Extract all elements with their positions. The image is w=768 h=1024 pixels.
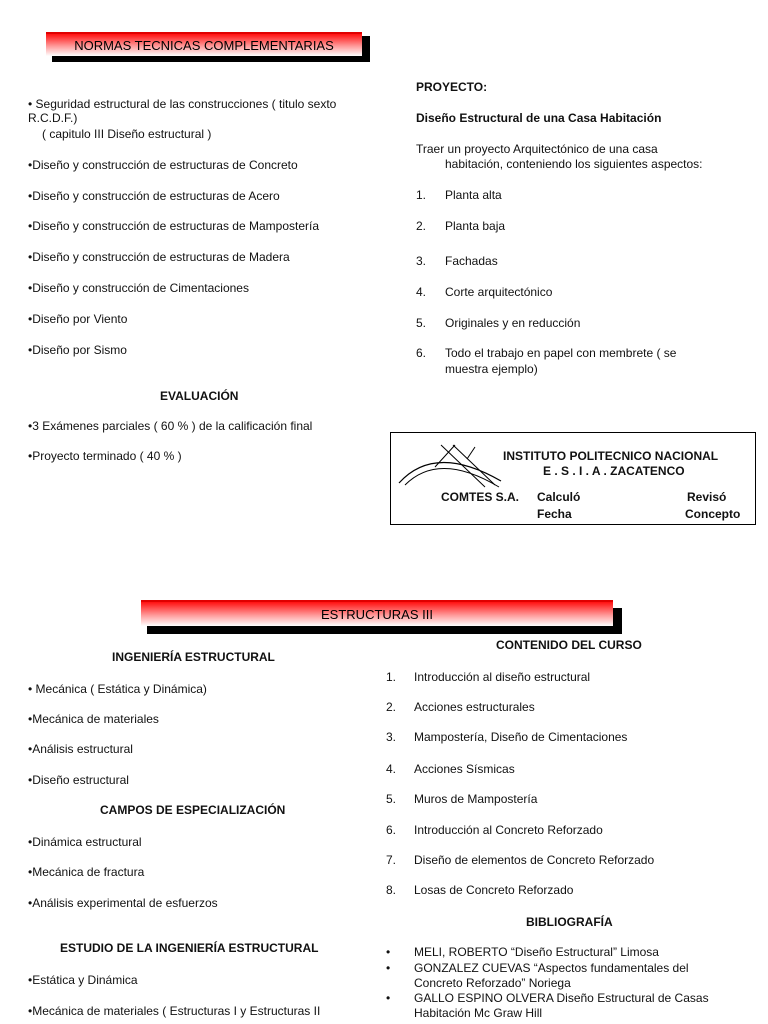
list-number: 4.: [386, 762, 397, 776]
bibliografia-item: Concreto Reforzado” Noriega: [414, 976, 571, 990]
campos-item: •Mecánica de fractura: [28, 865, 145, 879]
company-name: COMTES S.A.: [441, 490, 520, 504]
calculo-label: Calculó: [537, 490, 581, 504]
ingenieria-heading: INGENIERÍA ESTRUCTURAL: [112, 650, 275, 664]
normas-item: •Diseño y construcción de Cimentaciones: [28, 281, 249, 295]
list-item: muestra ejemplo): [445, 362, 538, 376]
estudio-item: •Mecánica de materiales ( Estructuras I y Estructuras II: [28, 1004, 321, 1018]
campos-item: •Análisis experimental de esfuerzos: [28, 896, 218, 910]
proyecto-intro: Traer un proyecto Arquitectónico de una casa: [416, 142, 658, 156]
normas-item: •Diseño por Sismo: [28, 343, 127, 357]
list-number: 3.: [386, 730, 397, 744]
list-number: 1.: [416, 188, 427, 202]
bibliografia-item: GONZALEZ CUEVAS “Aspectos fundamentales del: [414, 961, 689, 975]
list-item: Introducción al Concreto Reforzado: [414, 823, 603, 837]
normas-item: ( capitulo III Diseño estructural ): [42, 127, 212, 141]
normas-item: •Diseño y construcción de estructuras de Concreto: [28, 158, 298, 172]
list-item: Introducción al diseño estructural: [414, 670, 591, 684]
list-item: Planta baja: [445, 219, 506, 233]
list-item: Diseño de elementos de Concreto Reforzado: [414, 853, 655, 867]
estructuras-banner-title: ESTRUCTURAS III: [321, 607, 433, 622]
bibliografia-item: Habitación Mc Graw Hill: [414, 1006, 543, 1020]
list-item: Todo el trabajo en papel con membrete ( se: [445, 346, 677, 360]
concepto-label: Concepto: [685, 507, 741, 521]
ingenieria-item: • Mecánica ( Estática y Dinámica): [28, 682, 207, 696]
bullet: •: [386, 945, 391, 959]
list-number: 6.: [386, 823, 397, 837]
normas-item: R.C.D.F.): [28, 111, 78, 125]
bullet: •: [386, 991, 391, 1005]
list-item: Acciones estructurales: [414, 700, 535, 714]
campos-heading: CAMPOS DE ESPECIALIZACIÓN: [100, 803, 286, 817]
list-item: Fachadas: [445, 254, 498, 268]
ingenieria-item: •Análisis estructural: [28, 742, 133, 756]
bullet: •: [386, 961, 391, 975]
estructuras-banner: [141, 600, 622, 634]
normas-item: •Diseño y construcción de estructuras de Madera: [28, 250, 290, 264]
list-number: 8.: [386, 883, 397, 897]
proyecto-subheading: Diseño Estructural de una Casa Habitación: [416, 111, 662, 125]
list-number: 5.: [416, 316, 427, 330]
evaluacion-item: •3 Exámenes parciales ( 60 % ) de la calificación final: [28, 419, 313, 433]
institute-logo: [395, 437, 507, 489]
list-item: Mampostería, Diseño de Cimentaciones: [414, 730, 628, 744]
list-number: 1.: [386, 670, 397, 684]
normas-banner-title: NORMAS TECNICAS COMPLEMENTARIAS: [74, 38, 334, 53]
list-number: 7.: [386, 853, 397, 867]
list-number: 2.: [386, 700, 397, 714]
normas-item: •Diseño y construcción de estructuras de Mampostería: [28, 219, 319, 233]
list-number: 6.: [416, 346, 427, 360]
proyecto-heading: PROYECTO:: [416, 80, 488, 94]
list-number: 5.: [386, 792, 397, 806]
ingenieria-item: •Diseño estructural: [28, 773, 129, 787]
reviso-label: Revisó: [687, 490, 727, 504]
normas-banner: [46, 32, 370, 62]
normas-item: •Diseño y construcción de estructuras de Acero: [28, 189, 280, 203]
bibliografia-item: MELI, ROBERTO “Diseño Estructural” Limosa: [414, 945, 659, 959]
list-item: Losas de Concreto Reforzado: [414, 883, 574, 897]
list-item: Planta alta: [445, 188, 502, 202]
list-number: 3.: [416, 254, 427, 268]
proyecto-intro: habitación, conteniendo los siguientes aspectos:: [445, 157, 703, 171]
contenido-heading: CONTENIDO DEL CURSO: [496, 638, 642, 652]
bibliografia-item: GALLO ESPINO OLVERA Diseño Estructural de Casas: [414, 991, 709, 1005]
list-item: Muros de Mampostería: [414, 792, 538, 806]
list-number: 2.: [416, 219, 427, 233]
estudio-heading: ESTUDIO DE LA INGENIERÍA ESTRUCTURAL: [60, 941, 319, 955]
list-item: Acciones Sísmicas: [414, 762, 515, 776]
list-item: Corte arquitectónico: [445, 285, 553, 299]
evaluacion-item: •Proyecto terminado ( 40 % ): [28, 449, 182, 463]
institute-name: INSTITUTO POLITECNICO NACIONAL: [503, 449, 719, 463]
membrete-box: [390, 432, 756, 525]
ingenieria-item: •Mecánica de materiales: [28, 712, 159, 726]
fecha-label: Fecha: [537, 507, 572, 521]
list-item: Originales y en reducción: [445, 316, 581, 330]
estudio-item: •Estática y Dinámica: [28, 973, 138, 987]
normas-item: •Diseño por Viento: [28, 312, 128, 326]
campos-item: •Dinámica estructural: [28, 835, 142, 849]
bibliografia-heading: BIBLIOGRAFÍA: [526, 915, 613, 929]
list-number: 4.: [416, 285, 427, 299]
school-name: E . S . I . A . ZACATENCO: [543, 464, 685, 478]
evaluacion-heading: EVALUACIÓN: [160, 389, 239, 403]
normas-item: • Seguridad estructural de las construcciones ( titulo sexto: [28, 97, 337, 111]
